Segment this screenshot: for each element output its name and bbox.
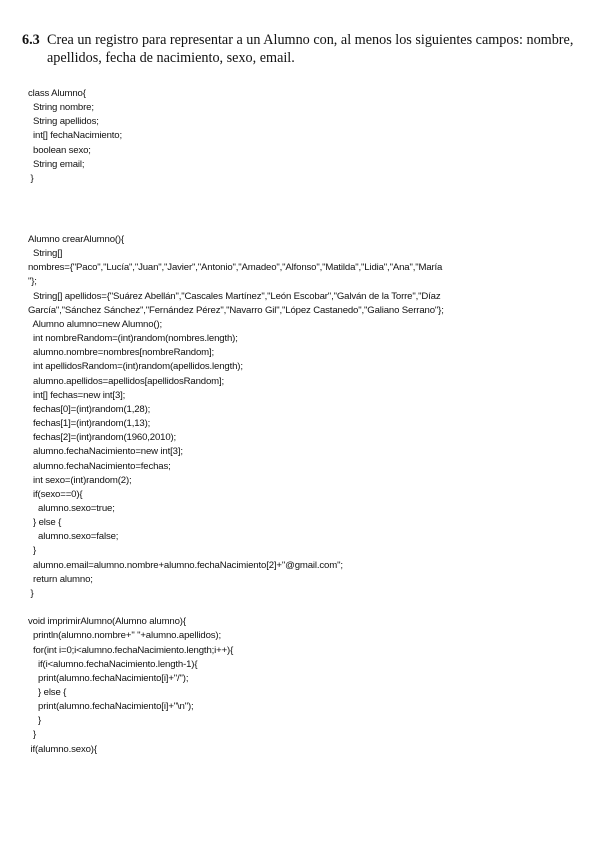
code-line: alumno.sexo=true; (28, 502, 115, 514)
code-line: alumno.fechaNacimiento=new int[3]; (28, 446, 183, 458)
code-line: Alumno crearAlumno(){ (28, 234, 125, 245)
code-line: for(int i=0;i<alumno.fechaNacimiento.length;i++){ (28, 644, 234, 656)
code-line: int[] fechas=new int[3]; (28, 389, 126, 401)
exercise-number: 6.3 (22, 32, 40, 48)
code-line: int sexo=(int)random(2); (28, 474, 132, 486)
code-line: void imprimirAlumno(Alumno alumno){ (28, 616, 186, 628)
code-line: } (28, 729, 37, 741)
code-line: String[] (28, 248, 63, 260)
code-line: String nombre; (28, 102, 94, 114)
exercise-statement (22, 31, 592, 67)
exercise-text: Crea un registro para representar a un Alumno con, al menos los siguientes campos: nombre, apellidos, fecha de nacimiento, sexo, email. (47, 32, 574, 66)
code-line: String email; (28, 158, 85, 170)
code-line: "}; (28, 276, 37, 288)
code-line: String apellidos; (28, 116, 99, 128)
code-line: if(sexo==0){ (28, 488, 83, 500)
code-line: fechas[0]=(int)random(1,28); (28, 403, 151, 415)
code-line: } else { (28, 687, 67, 698)
code-line: } (28, 545, 37, 557)
code-line: fechas[2]=(int)random(1960,2010); (28, 432, 177, 444)
code-line (28, 601, 444, 615)
code-line: nombres={"Paco","Lucía","Juan","Javier","Antonio","Amadeo","Alfonso","Matilda","Lidia","Ana","María (28, 262, 443, 274)
code-line: alumno.fechaNacimiento=fechas; (28, 460, 171, 472)
code-line: int apellidosRandom=(int)random(apellidos.length); (28, 361, 243, 373)
code-block-class-alumno (28, 87, 122, 186)
code-line: print(alumno.fechaNacimiento[i]+"/"); (28, 672, 189, 684)
code-line: García","Sánchez Sánchez","Fernández Pérez","Navarro Gil","López Castanedo","Galiano Serrano"}; (28, 304, 444, 316)
code-line: fechas[1]=(int)random(1,13); (28, 418, 151, 430)
code-line: alumno.sexo=false; (28, 531, 119, 543)
code-line: int nombreRandom=(int)random(nombres.length); (28, 333, 238, 345)
code-line: String[] apellidos={"Suárez Abellán","Cascales Martínez","León Escobar","Galván de la Torre","Díaz (28, 290, 441, 302)
code-line: println(alumno.nombre+" "+alumno.apellidos); (28, 630, 221, 642)
code-line: } (28, 587, 34, 599)
code-line: int[] fechaNacimiento; (28, 130, 122, 142)
code-line: alumno.apellidos=apellidos[apellidosRandom]; (28, 375, 225, 387)
code-line: return alumno; (28, 573, 93, 585)
code-line: } (28, 172, 34, 184)
code-line: } else { (28, 517, 62, 529)
code-line: boolean sexo; (28, 144, 91, 156)
code-line: if(i<alumno.fechaNacimiento.length-1){ (28, 658, 198, 670)
code-line: alumno.email=alumno.nombre+alumno.fechaNacimiento[2]+"@gmail.com"; (28, 559, 343, 571)
code-line: if(alumno.sexo){ (28, 743, 97, 755)
code-line: alumno.nombre=nombres[nombreRandom]; (28, 347, 215, 359)
code-line: } (28, 715, 42, 727)
code-line: class Alumno{ (28, 88, 86, 99)
code-block-functions (28, 233, 444, 757)
code-line: Alumno alumno=new Alumno(); (28, 318, 163, 330)
code-line: print(alumno.fechaNacimiento[i]+"\n"); (28, 701, 194, 713)
